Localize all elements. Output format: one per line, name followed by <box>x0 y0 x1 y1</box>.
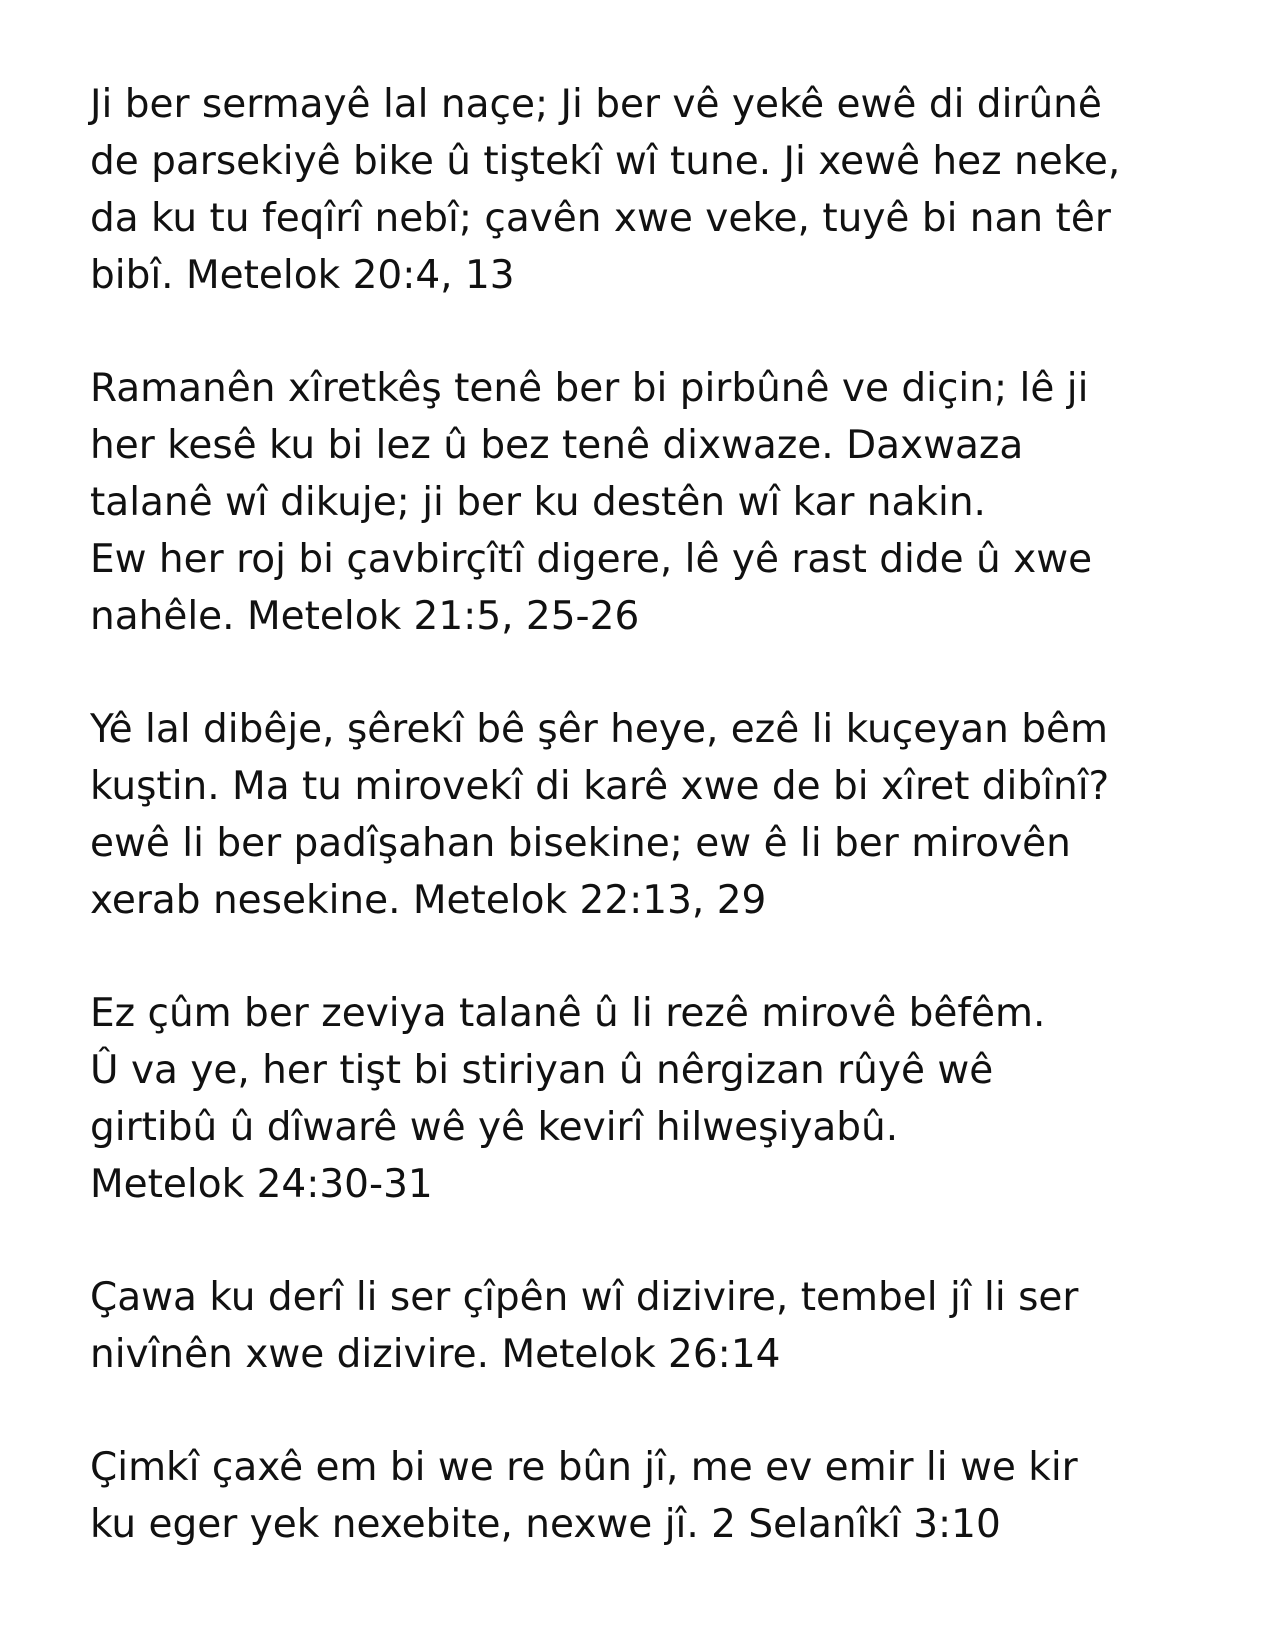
text-line: nivînên xwe dizivire. Metelok 26:14 <box>90 1332 781 1377</box>
text-line: Çawa ku derî li ser çîpên wî dizivire, tembel jî li ser <box>90 1275 1079 1320</box>
text-line: Ew her roj bi çavbirçîtî digere, lê yê rast dide û xwe <box>90 537 1093 582</box>
text-line: xerab nesekine. Metelok 22:13, 29 <box>90 878 767 923</box>
text-line: girtibû û dîwarê wê yê kevirî hilweşiyabû. <box>90 1105 899 1150</box>
paragraph-selaniki <box>90 1439 1189 1553</box>
paragraph-metelok-21 <box>90 360 1189 645</box>
paragraph-metelok-20 <box>90 76 1189 304</box>
text-line: da ku tu feqîrî nebî; çavên xwe veke, tuyê bi nan têr <box>90 196 1111 241</box>
text-line: nahêle. Metelok 21:5, 25-26 <box>90 594 640 639</box>
text-line: Metelok 24:30-31 <box>90 1162 433 1207</box>
paragraph-metelok-24 <box>90 985 1189 1213</box>
text-line: kuştin. Ma tu mirovekî di karê xwe de bi xîret dibînî? <box>90 764 1110 809</box>
text-line: Ji ber sermayê lal naçe; Ji ber vê yekê ewê di dirûnê <box>90 82 1102 127</box>
text-line: talanê wî dikuje; ji ber ku destên wî kar nakin. <box>90 480 986 525</box>
text-line: Yê lal dibêje, şêrekî bê şêr heye, ezê li kuçeyan bêm <box>90 707 1109 752</box>
text-line: Ramanên xîretkêş tenê ber bi pirbûnê ve diçin; lê ji <box>90 366 1089 411</box>
paragraph-metelok-26 <box>90 1269 1189 1383</box>
paragraph-metelok-22 <box>90 701 1189 929</box>
text-line: bibî. Metelok 20:4, 13 <box>90 253 515 298</box>
text-line: her kesê ku bi lez û bez tenê dixwaze. Daxwaza <box>90 423 1024 468</box>
text-line: de parsekiyê bike û tiştekî wî tune. Ji xewê hez neke, <box>90 139 1121 184</box>
text-line: Û va ye, her tişt bi stiriyan û nêrgizan rûyê wê <box>90 1048 994 1093</box>
text-line: ewê li ber padîşahan bisekine; ew ê li ber mirovên <box>90 821 1071 866</box>
text-line: Ez çûm ber zeviya talanê û li rezê mirovê bêfêm. <box>90 991 1046 1036</box>
text-line: ku eger yek nexebite, nexwe jî. 2 Selanîkî 3:10 <box>90 1502 1001 1547</box>
text-line: Çimkî çaxê em bi we re bûn jî, me ev emir li we kir <box>90 1445 1078 1490</box>
